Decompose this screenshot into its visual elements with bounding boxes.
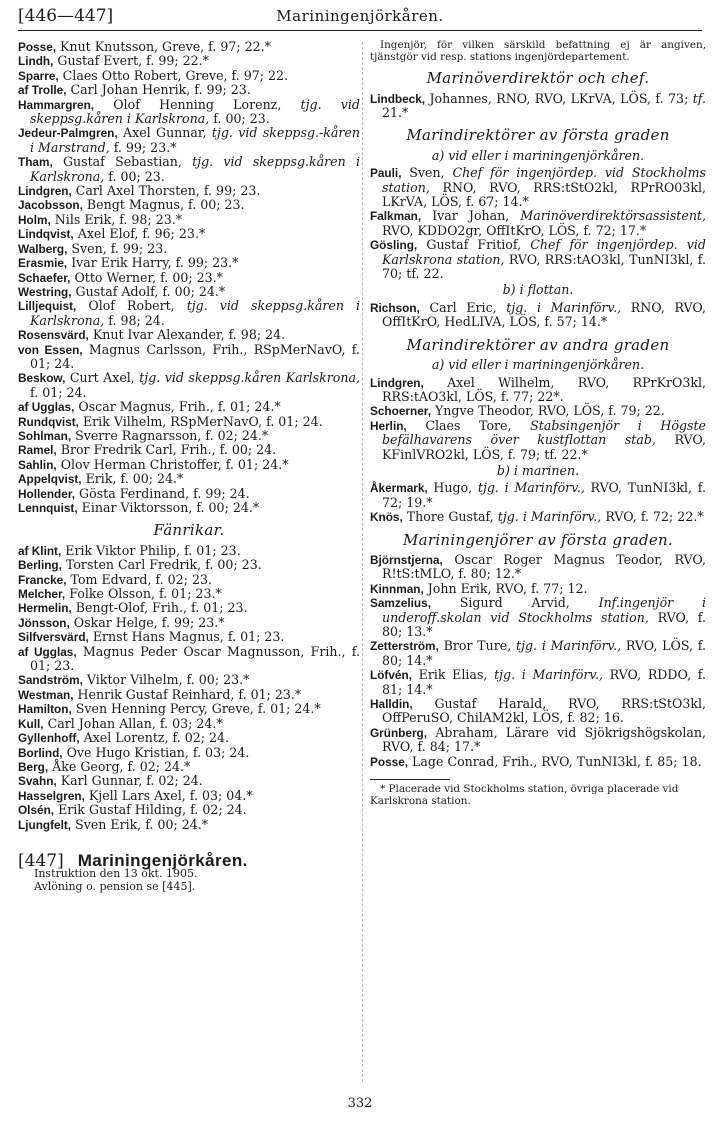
officer-list bbox=[18, 40, 360, 515]
footnote: * Placerade vid Stockholms station, övriga placerade vid Karlskrona station. bbox=[370, 783, 679, 807]
list-entry bbox=[18, 54, 360, 68]
entry-text: Olov Herman Christoffer, f. 01; 24.* bbox=[56, 456, 289, 472]
entry-text: Gustaf Sebastian, bbox=[52, 154, 193, 170]
entry-position: tf. bbox=[692, 90, 706, 106]
entry-text: Bengt-Olof, Frih., f. 01; 23. bbox=[71, 600, 248, 616]
list-entry bbox=[370, 755, 706, 769]
entry-details: RVO, KFinlVRO2kl, LÖS, f. 79; tf. 22.* bbox=[382, 432, 706, 462]
entry-text: Gustaf Harald, RVO, RRS:tStO3kl, OffPeruSO, ChilAM2kl, LÖS, f. 82; 16. bbox=[382, 696, 706, 726]
entry-text: Torsten Carl Fredrik, f. 00; 23. bbox=[61, 557, 262, 573]
entry-surname: Rundqvist, bbox=[18, 414, 79, 429]
list-entry bbox=[18, 328, 360, 342]
list-entry bbox=[370, 238, 706, 281]
entry-text: Gustaf Adolf, f. 00; 24.* bbox=[71, 283, 226, 299]
list-entry bbox=[18, 760, 360, 774]
list-entry bbox=[18, 601, 360, 615]
chef-list bbox=[370, 92, 706, 121]
entry-position: tjg. i Marinförv., bbox=[494, 667, 603, 683]
entry-surname: Lindgren, bbox=[18, 184, 72, 199]
entry-surname: Hamilton, bbox=[18, 702, 72, 717]
list-entry bbox=[18, 198, 360, 212]
entry-text: Erik Elias, bbox=[411, 667, 495, 683]
entry-text: Claes Otto Robert, Greve, f. 97; 22. bbox=[58, 67, 289, 83]
entry-surname: Lindgren, bbox=[370, 375, 424, 390]
entry-text: Sven, bbox=[401, 165, 453, 181]
list-entry bbox=[18, 400, 360, 414]
subheading-in-corps-2: a) vid eller i mariningenjörkåren. bbox=[431, 357, 645, 373]
entry-surname: Ljungfelt, bbox=[18, 817, 72, 832]
list-entry bbox=[18, 673, 360, 687]
list-entry bbox=[18, 213, 360, 227]
list-entry bbox=[370, 582, 706, 596]
entry-position: tjg. vid skeppsg.kåren i Karlskrona, bbox=[30, 96, 360, 127]
list-entry bbox=[370, 668, 706, 697]
entry-text: Einar Viktorsson, f. 00; 24.* bbox=[77, 500, 260, 515]
list-entry bbox=[370, 376, 706, 405]
entry-text: Erik Vilhelm, RSpMerNavO, f. 01; 24. bbox=[78, 413, 323, 429]
entry-surname: Herlin, bbox=[370, 418, 407, 433]
list-entry bbox=[370, 419, 706, 462]
entry-surname: Gösling, bbox=[370, 238, 418, 253]
entry-text: Karl Gunnar, f. 02; 24. bbox=[56, 773, 203, 789]
right-column bbox=[370, 40, 706, 807]
list-entry bbox=[370, 510, 706, 524]
entry-text: Hugo, bbox=[427, 480, 478, 496]
list-entry bbox=[18, 630, 360, 644]
entry-text: Sven, f. 99; 23. bbox=[67, 240, 168, 256]
entry-text: Axel Lorentz, f. 02; 24. bbox=[79, 730, 230, 746]
entry-text: Otto Werner, f. 00; 23.* bbox=[70, 269, 223, 285]
entry-text: Ivar Johan, bbox=[421, 208, 521, 224]
entry-surname: Erasmie, bbox=[18, 256, 68, 271]
list-entry bbox=[18, 343, 360, 372]
entry-surname: af Ugglas, bbox=[18, 644, 77, 659]
entry-surname: Hammargren, bbox=[18, 97, 95, 112]
running-title: Mariningenjörkåren. bbox=[276, 7, 444, 25]
entry-position: tjg. vid skeppsg.-kåren i Marstrand, bbox=[30, 125, 360, 155]
entry-surname: Hasselgren, bbox=[18, 788, 85, 803]
list-entry bbox=[18, 818, 360, 832]
entry-position: Stabsingenjör i Högste befälhavarens över kustflottan stab, bbox=[382, 417, 706, 448]
entry-surname: Lindqvist, bbox=[18, 227, 74, 242]
list-entry bbox=[18, 702, 360, 716]
subheading-in-corps: a) vid eller i mariningenjörkåren. bbox=[431, 147, 645, 163]
entry-surname: Lennquist, bbox=[18, 501, 78, 515]
entry-text: Folke Olsson, f. 01; 23.* bbox=[65, 586, 222, 602]
list-entry bbox=[18, 458, 360, 472]
section-heading-second-grade-directors: Marindirektörer av andra graden bbox=[406, 335, 670, 354]
entry-text: Lage Conrad, Frih., RVO, TunNI3kl, f. 85; 18. bbox=[408, 753, 702, 769]
entry-surname: Olsén, bbox=[18, 803, 55, 818]
list-entry bbox=[18, 155, 360, 184]
entry-text: Sverre Ragnarsson, f. 02; 24.* bbox=[71, 427, 269, 443]
entry-details: 21.* bbox=[382, 105, 409, 120]
entry-text: Olof Henning Lorenz, bbox=[94, 96, 301, 112]
entry-surname: Hermelin, bbox=[18, 601, 72, 616]
entry-surname: Westman, bbox=[18, 687, 74, 702]
list-entry bbox=[18, 774, 360, 788]
entry-text: Axel Gunnar, bbox=[117, 125, 212, 141]
list-entry bbox=[18, 415, 360, 429]
entry-surname: Kinnman, bbox=[370, 581, 424, 596]
entry-surname: Silfversvärd, bbox=[18, 630, 89, 645]
list-entry bbox=[18, 429, 360, 443]
list-entry bbox=[18, 501, 360, 515]
entry-surname: Berg, bbox=[18, 759, 49, 774]
entry-surname: von Essen, bbox=[18, 342, 83, 357]
page-header bbox=[18, 4, 702, 31]
entry-surname: Sandström, bbox=[18, 673, 83, 688]
entry-surname: Lindbeck, bbox=[370, 91, 426, 106]
entry-text: Yngve Theodor, RVO, LÖS, f. 79; 22. bbox=[430, 403, 665, 419]
entry-text: Erik Viktor Philip, f. 01; 23. bbox=[61, 542, 241, 558]
entry-details: RVO, TunNI3kl, f. 72; 19.* bbox=[382, 480, 706, 510]
entry-surname: Westring, bbox=[18, 284, 72, 299]
entry-details: RNO, RVO, OffItKrO, HedLIVA, LÖS, f. 57; 14.* bbox=[382, 299, 707, 330]
list-entry bbox=[18, 98, 360, 127]
list-entry bbox=[18, 688, 360, 702]
entry-position: tjg. i Marinförv., bbox=[497, 509, 602, 525]
entry-text: Bengt Magnus, f. 00; 23. bbox=[82, 197, 245, 213]
entry-surname: Richson, bbox=[370, 300, 420, 315]
first-grade-engineers-list bbox=[370, 553, 706, 769]
entry-surname: Kull, bbox=[18, 716, 44, 731]
entry-surname: af Trolle, bbox=[18, 83, 67, 98]
list-entry bbox=[18, 573, 360, 587]
entry-text: Knut Ivar Alexander, f. 98; 24. bbox=[88, 327, 286, 343]
entry-position: tjg. vid skeppsg.kåren i Karlskrona, bbox=[30, 298, 360, 328]
first-grade-corps-list bbox=[370, 166, 706, 281]
list-entry bbox=[18, 587, 360, 601]
entry-text: Johannes, RNO, RVO, LKrVA, LÖS, f. 73; bbox=[425, 90, 693, 106]
first-grade-fleet-list bbox=[370, 301, 706, 330]
entry-surname: Beskow, bbox=[18, 371, 66, 386]
list-entry bbox=[370, 726, 706, 755]
entry-details: f. 99; 23.* bbox=[109, 139, 177, 155]
entry-text: Thore Gustaf, bbox=[402, 509, 498, 525]
entry-text: Bror Ture, bbox=[438, 638, 517, 654]
entry-surname: Tham, bbox=[18, 155, 53, 170]
second-grade-navy-list bbox=[370, 481, 706, 524]
column-divider bbox=[362, 42, 363, 1082]
entry-text: Sigurd Arvid, bbox=[430, 595, 599, 611]
footnote-rule bbox=[370, 779, 450, 780]
entry-text: Magnus Carlsson, Frih., RSpMerNavO, f. 01; 24. bbox=[30, 341, 360, 371]
entry-surname: Halldin, bbox=[370, 697, 413, 712]
entry-surname: Lilljequist, bbox=[18, 299, 77, 314]
left-column bbox=[18, 40, 360, 893]
list-entry bbox=[370, 301, 706, 330]
list-entry bbox=[370, 481, 706, 510]
entry-text: Tom Edvard, f. 02; 23. bbox=[66, 571, 212, 587]
entry-details: RVO, RDDO, f. 81; 14.* bbox=[382, 667, 706, 697]
section-heading-fanrikar: Fänrikar. bbox=[153, 521, 225, 540]
subheading-in-fleet: b) i flottan. bbox=[502, 282, 574, 298]
entry-text: Oscar Magnus, Frih., f. 01; 24.* bbox=[74, 399, 281, 415]
entry-surname: Gyllenhoff, bbox=[18, 731, 80, 746]
entry-position: Chef för ingenjördep. vid Karlskrona station, bbox=[382, 237, 706, 267]
entry-text: Erik Gustaf Hilding, f. 02; 24. bbox=[54, 802, 247, 818]
list-entry bbox=[18, 83, 360, 97]
entry-position: tjg. vid skeppsg.kåren Karlskrona, bbox=[139, 370, 360, 386]
section-heading-first-grade-engineers: Mariningenjörer av första graden. bbox=[402, 530, 674, 549]
entry-surname: Francke, bbox=[18, 572, 67, 587]
entry-text: Gösta Ferdinand, f. 99; 24. bbox=[75, 485, 250, 501]
entry-text: Ivar Erik Harry, f. 99; 23.* bbox=[67, 255, 239, 271]
list-entry bbox=[18, 443, 360, 457]
entry-surname: Appelqvist, bbox=[18, 472, 82, 487]
entry-details: f. 00; 23. bbox=[209, 111, 270, 127]
entry-text: Abraham, Lärare vid Sjökrigshögskolan, RVO, f. 84; 17.* bbox=[382, 724, 706, 755]
entry-position: Marinöverdirektörsassistent, bbox=[520, 208, 706, 224]
entry-surname: Schoerner, bbox=[370, 404, 431, 419]
section-heading-chef: Marinöverdirektör och chef. bbox=[426, 69, 650, 88]
entry-details: RNO, RVO, RRS:tStO2kl, RPrRO03kl, LKrVA, LÖS, f. 67; 14.* bbox=[382, 179, 706, 210]
page-number: 332 bbox=[347, 1096, 373, 1111]
entry-text: Sven Erik, f. 00; 24.* bbox=[71, 816, 209, 832]
list-entry bbox=[370, 596, 706, 639]
entry-text: Erik, f. 00; 24.* bbox=[81, 471, 184, 487]
entry-details: f. 00; 23. bbox=[104, 168, 165, 184]
entry-text: Henrik Gustaf Reinhard, f. 01; 23.* bbox=[73, 686, 302, 702]
entry-surname: af Klint, bbox=[18, 543, 62, 558]
list-entry bbox=[18, 717, 360, 731]
list-entry bbox=[370, 639, 706, 668]
section-heading-first-grade-directors: Marindirektörer av första graden bbox=[406, 126, 670, 145]
entry-text: Magnus Peder Oscar Magnusson, Frih., f. 01; 23. bbox=[30, 643, 360, 674]
entry-surname: Zetterström, bbox=[370, 639, 439, 654]
list-entry bbox=[370, 553, 706, 582]
entry-position: tjg. i Marinförv., bbox=[477, 480, 585, 496]
entry-surname: Knös, bbox=[370, 510, 403, 525]
subheading-in-navy: b) i marinen. bbox=[496, 462, 580, 478]
entry-surname: Löfvén, bbox=[370, 668, 412, 683]
entry-surname: Svahn, bbox=[18, 774, 57, 789]
entry-text: Olof Robert, bbox=[76, 298, 187, 314]
entry-text: Sven Henning Percy, Greve, f. 01; 24.* bbox=[71, 701, 321, 717]
list-entry bbox=[18, 616, 360, 630]
entry-text: Claes Tore, bbox=[406, 417, 531, 433]
entry-text: Knut Knutsson, Greve, f. 97; 22.* bbox=[56, 39, 271, 54]
list-entry bbox=[18, 746, 360, 760]
entry-text: Carl Axel Thorsten, f. 99; 23. bbox=[71, 183, 261, 199]
entry-text: Kjell Lars Axel, f. 03; 04.* bbox=[84, 787, 253, 803]
fanrikar-list bbox=[18, 544, 360, 832]
entry-surname: Rosensvärd, bbox=[18, 328, 89, 343]
list-entry bbox=[18, 271, 360, 285]
entry-text: Bror Fredrik Carl, Frih., f. 00; 24. bbox=[56, 442, 277, 458]
entry-surname: Björnstjerna, bbox=[370, 552, 443, 567]
entry-surname: Lindh, bbox=[18, 54, 54, 69]
entry-position: tjg. vid skeppsg.kåren i Karlskrona, bbox=[30, 154, 360, 184]
list-entry bbox=[18, 242, 360, 256]
second-grade-corps-list bbox=[370, 376, 706, 462]
entry-surname: Hollender, bbox=[18, 486, 76, 501]
entry-surname: Samzelius, bbox=[370, 596, 431, 611]
entry-position: Inf.ingenjör i underoff.skolan vid Stockholms station, bbox=[382, 595, 706, 625]
page-range: [446—447] bbox=[18, 6, 114, 26]
list-entry bbox=[18, 472, 360, 486]
entry-text: Curt Axel, bbox=[65, 370, 140, 386]
list-entry bbox=[18, 256, 360, 270]
list-entry bbox=[18, 126, 360, 155]
list-entry bbox=[18, 789, 360, 803]
list-entry bbox=[18, 544, 360, 558]
entry-text: Carl Johan Allan, f. 03; 24.* bbox=[43, 715, 223, 731]
entry-position: Chef för ingenjördep. vid Stockholms station, bbox=[382, 165, 706, 195]
list-entry bbox=[18, 645, 360, 674]
list-entry bbox=[370, 209, 706, 238]
entry-details: RVO, KDDO2gr, OffItKrO, LÖS, f. 72; 17.* bbox=[382, 222, 647, 238]
entry-position: tjg. i Marinförv., bbox=[506, 299, 622, 315]
entry-text: Oscar Roger Magnus Teodor, RVO, R!tS:tMLO, f. 80; 12.* bbox=[382, 551, 706, 582]
intro-note: Ingenjör, för vilken särskild befattning ej är angiven, tjänstgör vid resp. stations ingenjördepartement. bbox=[370, 39, 706, 63]
entry-surname: Sahlin, bbox=[18, 457, 57, 472]
entry-text: Viktor Vilhelm, f. 00; 23.* bbox=[82, 672, 250, 688]
entry-position: tjg. i Marinförv., bbox=[516, 638, 622, 654]
entry-surname: Holm, bbox=[18, 212, 51, 227]
entry-surname: af Ugglas, bbox=[18, 400, 75, 415]
entry-surname: Jedeur-Palmgren, bbox=[18, 126, 118, 141]
entry-text: Ernst Hans Magnus, f. 01; 23. bbox=[88, 629, 285, 645]
entry-surname: Falkman, bbox=[370, 209, 422, 224]
entry-text: Gustaf Fritiof, bbox=[417, 237, 531, 253]
entry-surname: Jönsson, bbox=[18, 615, 70, 630]
entry-surname: Sparre, bbox=[18, 68, 59, 83]
entry-surname: Ramel, bbox=[18, 443, 57, 458]
entry-text: Carl Johan Henrik, f. 99; 23. bbox=[66, 82, 251, 98]
list-entry bbox=[18, 487, 360, 501]
entry-surname: Jacobsson, bbox=[18, 198, 83, 213]
entry-text: Carl Eric, bbox=[419, 299, 507, 315]
entry-text: Åke Georg, f. 02; 24.* bbox=[48, 758, 191, 774]
section-number: [447] bbox=[18, 850, 64, 871]
entry-text: Ove Hugo Kristian, f. 03; 24. bbox=[62, 744, 250, 760]
list-entry bbox=[370, 697, 706, 726]
section-title: Mariningenjörkåren. bbox=[77, 850, 248, 870]
entry-details: f. 98; 24. bbox=[104, 312, 165, 328]
entry-surname: Posse, bbox=[18, 40, 57, 54]
entry-text: Oskar Helge, f. 99; 23.* bbox=[69, 614, 225, 630]
entry-text: Axel Elof, f. 96; 23.* bbox=[73, 226, 206, 242]
entry-text: Nils Erik, f. 98; 23.* bbox=[50, 211, 183, 227]
entry-text: Gustaf Evert, f. 99; 22.* bbox=[53, 53, 209, 69]
list-entry bbox=[18, 69, 360, 83]
entry-surname: Grünberg, bbox=[370, 725, 428, 740]
list-entry bbox=[18, 227, 360, 241]
list-entry bbox=[18, 371, 360, 400]
list-entry bbox=[18, 285, 360, 299]
entry-surname: Berling, bbox=[18, 558, 62, 573]
entry-text: John Erik, RVO, f. 77; 12. bbox=[423, 580, 588, 596]
section-447 bbox=[18, 850, 360, 893]
entry-surname: Pauli, bbox=[370, 166, 402, 181]
salary-line: Avlöning o. pension se [445]. bbox=[34, 879, 196, 893]
entry-details: RVO, RRS:tAO3kl, TunNI3kl, f. 70; tf. 22. bbox=[382, 251, 706, 282]
entry-surname: Sohlman, bbox=[18, 428, 72, 443]
entry-details: RVO, f. 72; 22.* bbox=[601, 509, 704, 525]
list-entry bbox=[18, 40, 360, 54]
list-entry bbox=[18, 803, 360, 817]
list-entry bbox=[18, 299, 360, 328]
entry-surname: Borlind, bbox=[18, 745, 63, 760]
entry-surname: Melcher, bbox=[18, 587, 66, 602]
entry-surname: Walberg, bbox=[18, 241, 68, 256]
entry-text: Axel Wilhelm, RVO, RPrKrO3kl, RRS:tAO3kl, LÖS, f. 77; 22*. bbox=[382, 374, 706, 404]
list-entry bbox=[370, 92, 706, 121]
entry-details: f. 01; 24. bbox=[30, 384, 87, 400]
entry-surname: Åkermark, bbox=[370, 481, 428, 496]
list-entry bbox=[370, 404, 706, 418]
entry-surname: Schaefer, bbox=[18, 270, 71, 285]
list-entry bbox=[18, 558, 360, 572]
entry-details: RVO, f. 80; 13.* bbox=[382, 609, 707, 639]
list-entry bbox=[18, 184, 360, 198]
list-entry bbox=[370, 166, 706, 209]
list-entry bbox=[18, 731, 360, 745]
instruction-line: Instruktion den 13 okt. 1905. bbox=[34, 867, 198, 881]
entry-details: RVO, LÖS, f. 80; 14.* bbox=[382, 638, 706, 668]
entry-surname: Posse, bbox=[370, 754, 409, 769]
